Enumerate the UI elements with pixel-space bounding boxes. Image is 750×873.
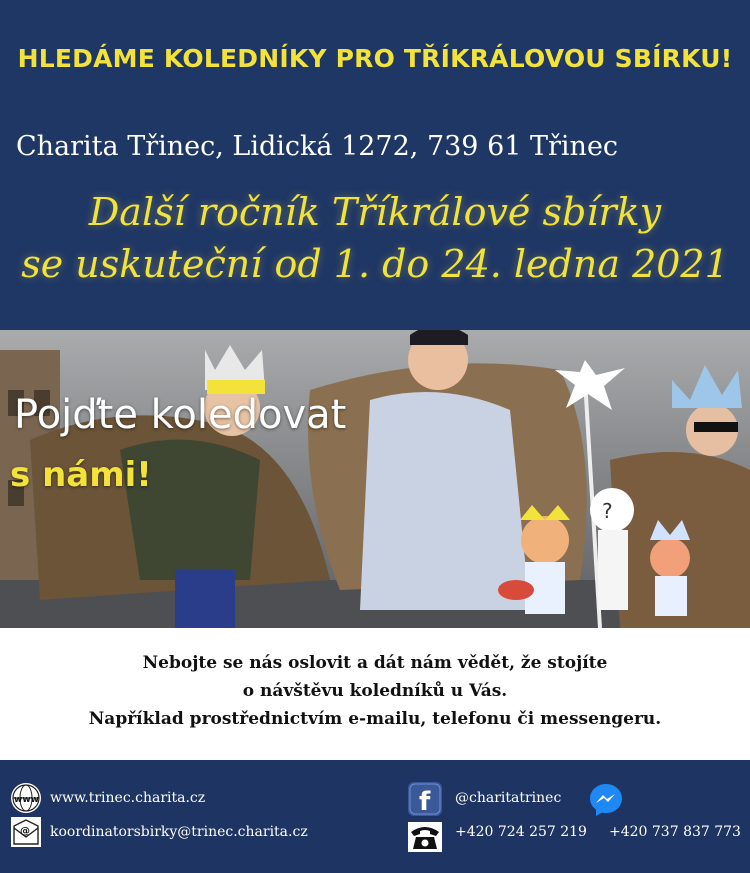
facebook-icon — [408, 782, 442, 816]
address-line: Charita Třinec, Lidická 1272, 739 61 Třinec — [16, 131, 619, 162]
notice-line-3: Například prostřednictvím e-mailu, telefonu či messengeru. — [88, 709, 662, 729]
notice-line-1: Nebojte se nás oslovit a dát nám vědět, že stojíte — [142, 653, 608, 673]
notice-line-2: o návštěvu koledníků u Vás. — [242, 681, 508, 701]
email-link[interactable]: koordinatorsbirky@trinec.charita.cz — [50, 824, 308, 840]
script-line-2: se uskuteční od 1. do 24. ledna 2021 — [21, 242, 729, 286]
messenger-icon[interactable] — [588, 782, 624, 818]
cartoon-king-left — [521, 516, 569, 564]
phone-link-1[interactable]: +420 724 257 219 — [455, 824, 587, 840]
carolers-photo — [0, 330, 750, 628]
email-icon — [10, 816, 42, 848]
contact-footer — [0, 760, 750, 873]
middle-child-robe — [360, 392, 530, 610]
www-globe-icon — [10, 782, 42, 814]
svg-text:@: @ — [20, 826, 30, 837]
photo-title: Pojďte koledovat — [14, 392, 347, 438]
svg-text:www: www — [14, 795, 39, 805]
phone-link-2[interactable]: +420 737 837 773 — [609, 824, 741, 840]
telephone-icon — [408, 822, 442, 852]
header-banner — [0, 0, 750, 330]
cartoon-king-right — [650, 538, 690, 578]
photo-subtitle: s námi! — [10, 455, 152, 495]
website-link[interactable]: www.trinec.charita.cz — [50, 790, 206, 806]
script-line-1: Další ročník Tříkrálové sbírky — [88, 190, 662, 234]
headline: HLEDÁME KOLEDNÍKY PRO TŘÍKRÁLOVOU SBÍRKU! — [17, 44, 733, 73]
svg-text:?: ? — [602, 499, 613, 523]
svg-text:f: f — [419, 787, 431, 816]
facebook-link[interactable]: @charitatrinec — [455, 790, 562, 806]
notice-panel — [0, 628, 750, 760]
